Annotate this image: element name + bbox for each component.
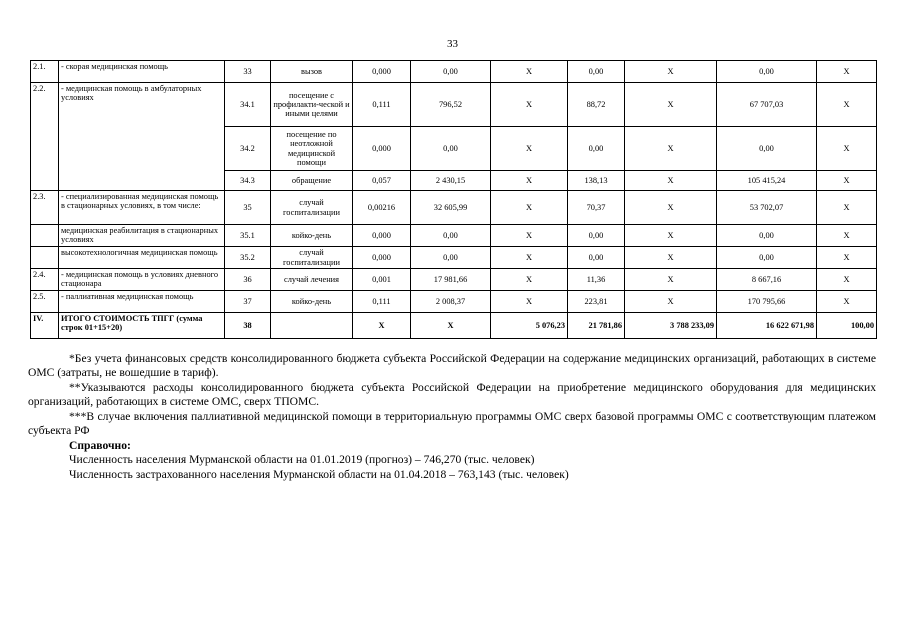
cell-value: X bbox=[491, 171, 568, 191]
row-name: - медицинская помощь в амбулаторных условиях bbox=[59, 83, 225, 191]
cell-value: 0,00 bbox=[717, 225, 817, 247]
row-name: - паллиативная медицинская помощь bbox=[59, 291, 225, 313]
line-number: 35.1 bbox=[225, 225, 271, 247]
table-row bbox=[31, 61, 877, 83]
unit: случай госпитализации bbox=[271, 247, 353, 269]
cell-value: 138,13 bbox=[568, 171, 625, 191]
cell-value: X bbox=[625, 291, 717, 313]
row-number: 2.2. bbox=[31, 83, 59, 191]
cell-value: X bbox=[491, 269, 568, 291]
table-row bbox=[31, 269, 877, 291]
table-row bbox=[31, 83, 877, 127]
cell-value: 0,00 bbox=[717, 127, 817, 171]
cell-value: 0,00 bbox=[717, 247, 817, 269]
cell-value: X bbox=[817, 171, 877, 191]
financing-table bbox=[30, 60, 877, 339]
cell-value: 0,00 bbox=[568, 247, 625, 269]
cell-value: X bbox=[817, 83, 877, 127]
unit: случай госпитализации bbox=[271, 191, 353, 225]
cell-value: 8 667,16 bbox=[717, 269, 817, 291]
row-number: 2.3. bbox=[31, 191, 59, 225]
cell-value: X bbox=[491, 127, 568, 171]
cell-value: 11,36 bbox=[568, 269, 625, 291]
row-name: высокотехнологичная медицинская помощь bbox=[59, 247, 225, 269]
unit: посещение с профилакти-ческой и иными целями bbox=[271, 83, 353, 127]
cell-value: X bbox=[411, 313, 491, 339]
cell-value: 16 622 671,98 bbox=[717, 313, 817, 339]
row-number: IV. bbox=[31, 313, 59, 339]
cell-value: X bbox=[491, 225, 568, 247]
row-name: - скорая медицинская помощь bbox=[59, 61, 225, 83]
line-number: 38 bbox=[225, 313, 271, 339]
line-number: 35.2 bbox=[225, 247, 271, 269]
cell-value: X bbox=[625, 171, 717, 191]
page-number: 33 bbox=[447, 38, 458, 50]
row-number bbox=[31, 247, 59, 269]
table-row bbox=[31, 225, 877, 247]
cell-value: 5 076,23 bbox=[491, 313, 568, 339]
footnotes bbox=[28, 352, 876, 482]
cell-value: X bbox=[625, 247, 717, 269]
line-number: 34.1 bbox=[225, 83, 271, 127]
row-name: - медицинская помощь в условиях дневного стационара bbox=[59, 269, 225, 291]
cell-value: 0,00216 bbox=[353, 191, 411, 225]
cell-value: 223,81 bbox=[568, 291, 625, 313]
table-row bbox=[31, 291, 877, 313]
cell-value: X bbox=[625, 83, 717, 127]
cell-value: X bbox=[817, 191, 877, 225]
cell-value: 0,000 bbox=[353, 127, 411, 171]
cell-value: 0,057 bbox=[353, 171, 411, 191]
cell-value: 53 702,07 bbox=[717, 191, 817, 225]
footnote-1: *Без учета финансовых средств консолидированного бюджета субъекта Российской Федерации на содержание медицинских организаций, работающих в системе ОМС (затраты, не вошедшие в тариф). bbox=[28, 352, 876, 380]
cell-value: X bbox=[625, 191, 717, 225]
cell-value: 0,00 bbox=[411, 127, 491, 171]
row-number bbox=[31, 225, 59, 247]
cell-value: X bbox=[353, 313, 411, 339]
row-name: ИТОГО СТОИМОСТЬ ТПГГ (сумма строк 01+15+20) bbox=[59, 313, 225, 339]
cell-value: X bbox=[817, 61, 877, 83]
reference-line: Численность населения Мурманской области на 01.01.2019 (прогноз) – 746,270 (тыс. человек) bbox=[69, 453, 535, 467]
line-number: 33 bbox=[225, 61, 271, 83]
cell-value: X bbox=[625, 127, 717, 171]
cell-value: 2 430,15 bbox=[411, 171, 491, 191]
reference-title: Справочно: bbox=[69, 438, 131, 452]
unit: вызов bbox=[271, 61, 353, 83]
cell-value: 0,00 bbox=[411, 225, 491, 247]
line-number: 34.3 bbox=[225, 171, 271, 191]
cell-value: 17 981,66 bbox=[411, 269, 491, 291]
unit: случай лечения bbox=[271, 269, 353, 291]
cell-value: X bbox=[817, 247, 877, 269]
row-name: - специализированная медицинская помощь в стационарных условиях, в том числе: bbox=[59, 191, 225, 225]
unit bbox=[271, 313, 353, 339]
cell-value: X bbox=[817, 225, 877, 247]
row-number: 2.4. bbox=[31, 269, 59, 291]
cell-value: 0,000 bbox=[353, 61, 411, 83]
cell-value: X bbox=[491, 291, 568, 313]
row-number: 2.5. bbox=[31, 291, 59, 313]
cell-value: 32 605,99 bbox=[411, 191, 491, 225]
cell-value: 3 788 233,09 bbox=[625, 313, 717, 339]
cell-value: 0,000 bbox=[353, 225, 411, 247]
total-row bbox=[31, 313, 877, 339]
cell-value: 2 008,37 bbox=[411, 291, 491, 313]
cell-value: 0,00 bbox=[717, 61, 817, 83]
cell-value: X bbox=[625, 225, 717, 247]
line-number: 36 bbox=[225, 269, 271, 291]
cell-value: 0,111 bbox=[353, 83, 411, 127]
cell-value: X bbox=[625, 61, 717, 83]
cell-value: 170 795,66 bbox=[717, 291, 817, 313]
row-name: медицинская реабилитация в стационарных условиях bbox=[59, 225, 225, 247]
line-number: 34.2 bbox=[225, 127, 271, 171]
unit: посещение по неотложной медицинской помощи bbox=[271, 127, 353, 171]
cell-value: 796,52 bbox=[411, 83, 491, 127]
cell-value: 0,000 bbox=[353, 247, 411, 269]
row-number: 2.1. bbox=[31, 61, 59, 83]
table-row bbox=[31, 191, 877, 225]
cell-value: 0,00 bbox=[411, 247, 491, 269]
unit: обращение bbox=[271, 171, 353, 191]
footnote-2: **Указываются расходы консолидированного бюджета субъекта Российской Федерации на приобретение медицинского оборудования для медицинских организаций, работающих в системе ОМС, сверх ТПОМС. bbox=[28, 380, 876, 409]
line-number: 35 bbox=[225, 191, 271, 225]
table-row bbox=[31, 247, 877, 269]
cell-value: 67 707,03 bbox=[717, 83, 817, 127]
cell-value: X bbox=[817, 127, 877, 171]
cell-value: 21 781,86 bbox=[568, 313, 625, 339]
cell-value: 0,001 bbox=[353, 269, 411, 291]
cell-value: 0,00 bbox=[568, 225, 625, 247]
cell-value: 100,00 bbox=[817, 313, 877, 339]
unit: койко-день bbox=[271, 291, 353, 313]
cell-value: 0,00 bbox=[568, 127, 625, 171]
cell-value: X bbox=[817, 291, 877, 313]
cell-value: 70,37 bbox=[568, 191, 625, 225]
cell-value: X bbox=[491, 247, 568, 269]
cell-value: 88,72 bbox=[568, 83, 625, 127]
cell-value: 105 415,24 bbox=[717, 171, 817, 191]
cell-value: X bbox=[817, 269, 877, 291]
cell-value: 0,00 bbox=[411, 61, 491, 83]
reference-line: Численность застрахованного населения Мурманской области на 01.04.2018 – 763,143 (тыс. человек) bbox=[69, 467, 569, 481]
cell-value: X bbox=[625, 269, 717, 291]
cell-value: X bbox=[491, 83, 568, 127]
cell-value: 0,00 bbox=[568, 61, 625, 83]
footnote-3: ***В случае включения паллиативной медицинской помощи в территориальную программы ОМС сверх базовой программы ОМС с соответствующим платежом субъекта РФ bbox=[28, 409, 876, 438]
line-number: 37 bbox=[225, 291, 271, 313]
unit: койко-день bbox=[271, 225, 353, 247]
cell-value: X bbox=[491, 191, 568, 225]
cell-value: X bbox=[491, 61, 568, 83]
cell-value: 0,111 bbox=[353, 291, 411, 313]
